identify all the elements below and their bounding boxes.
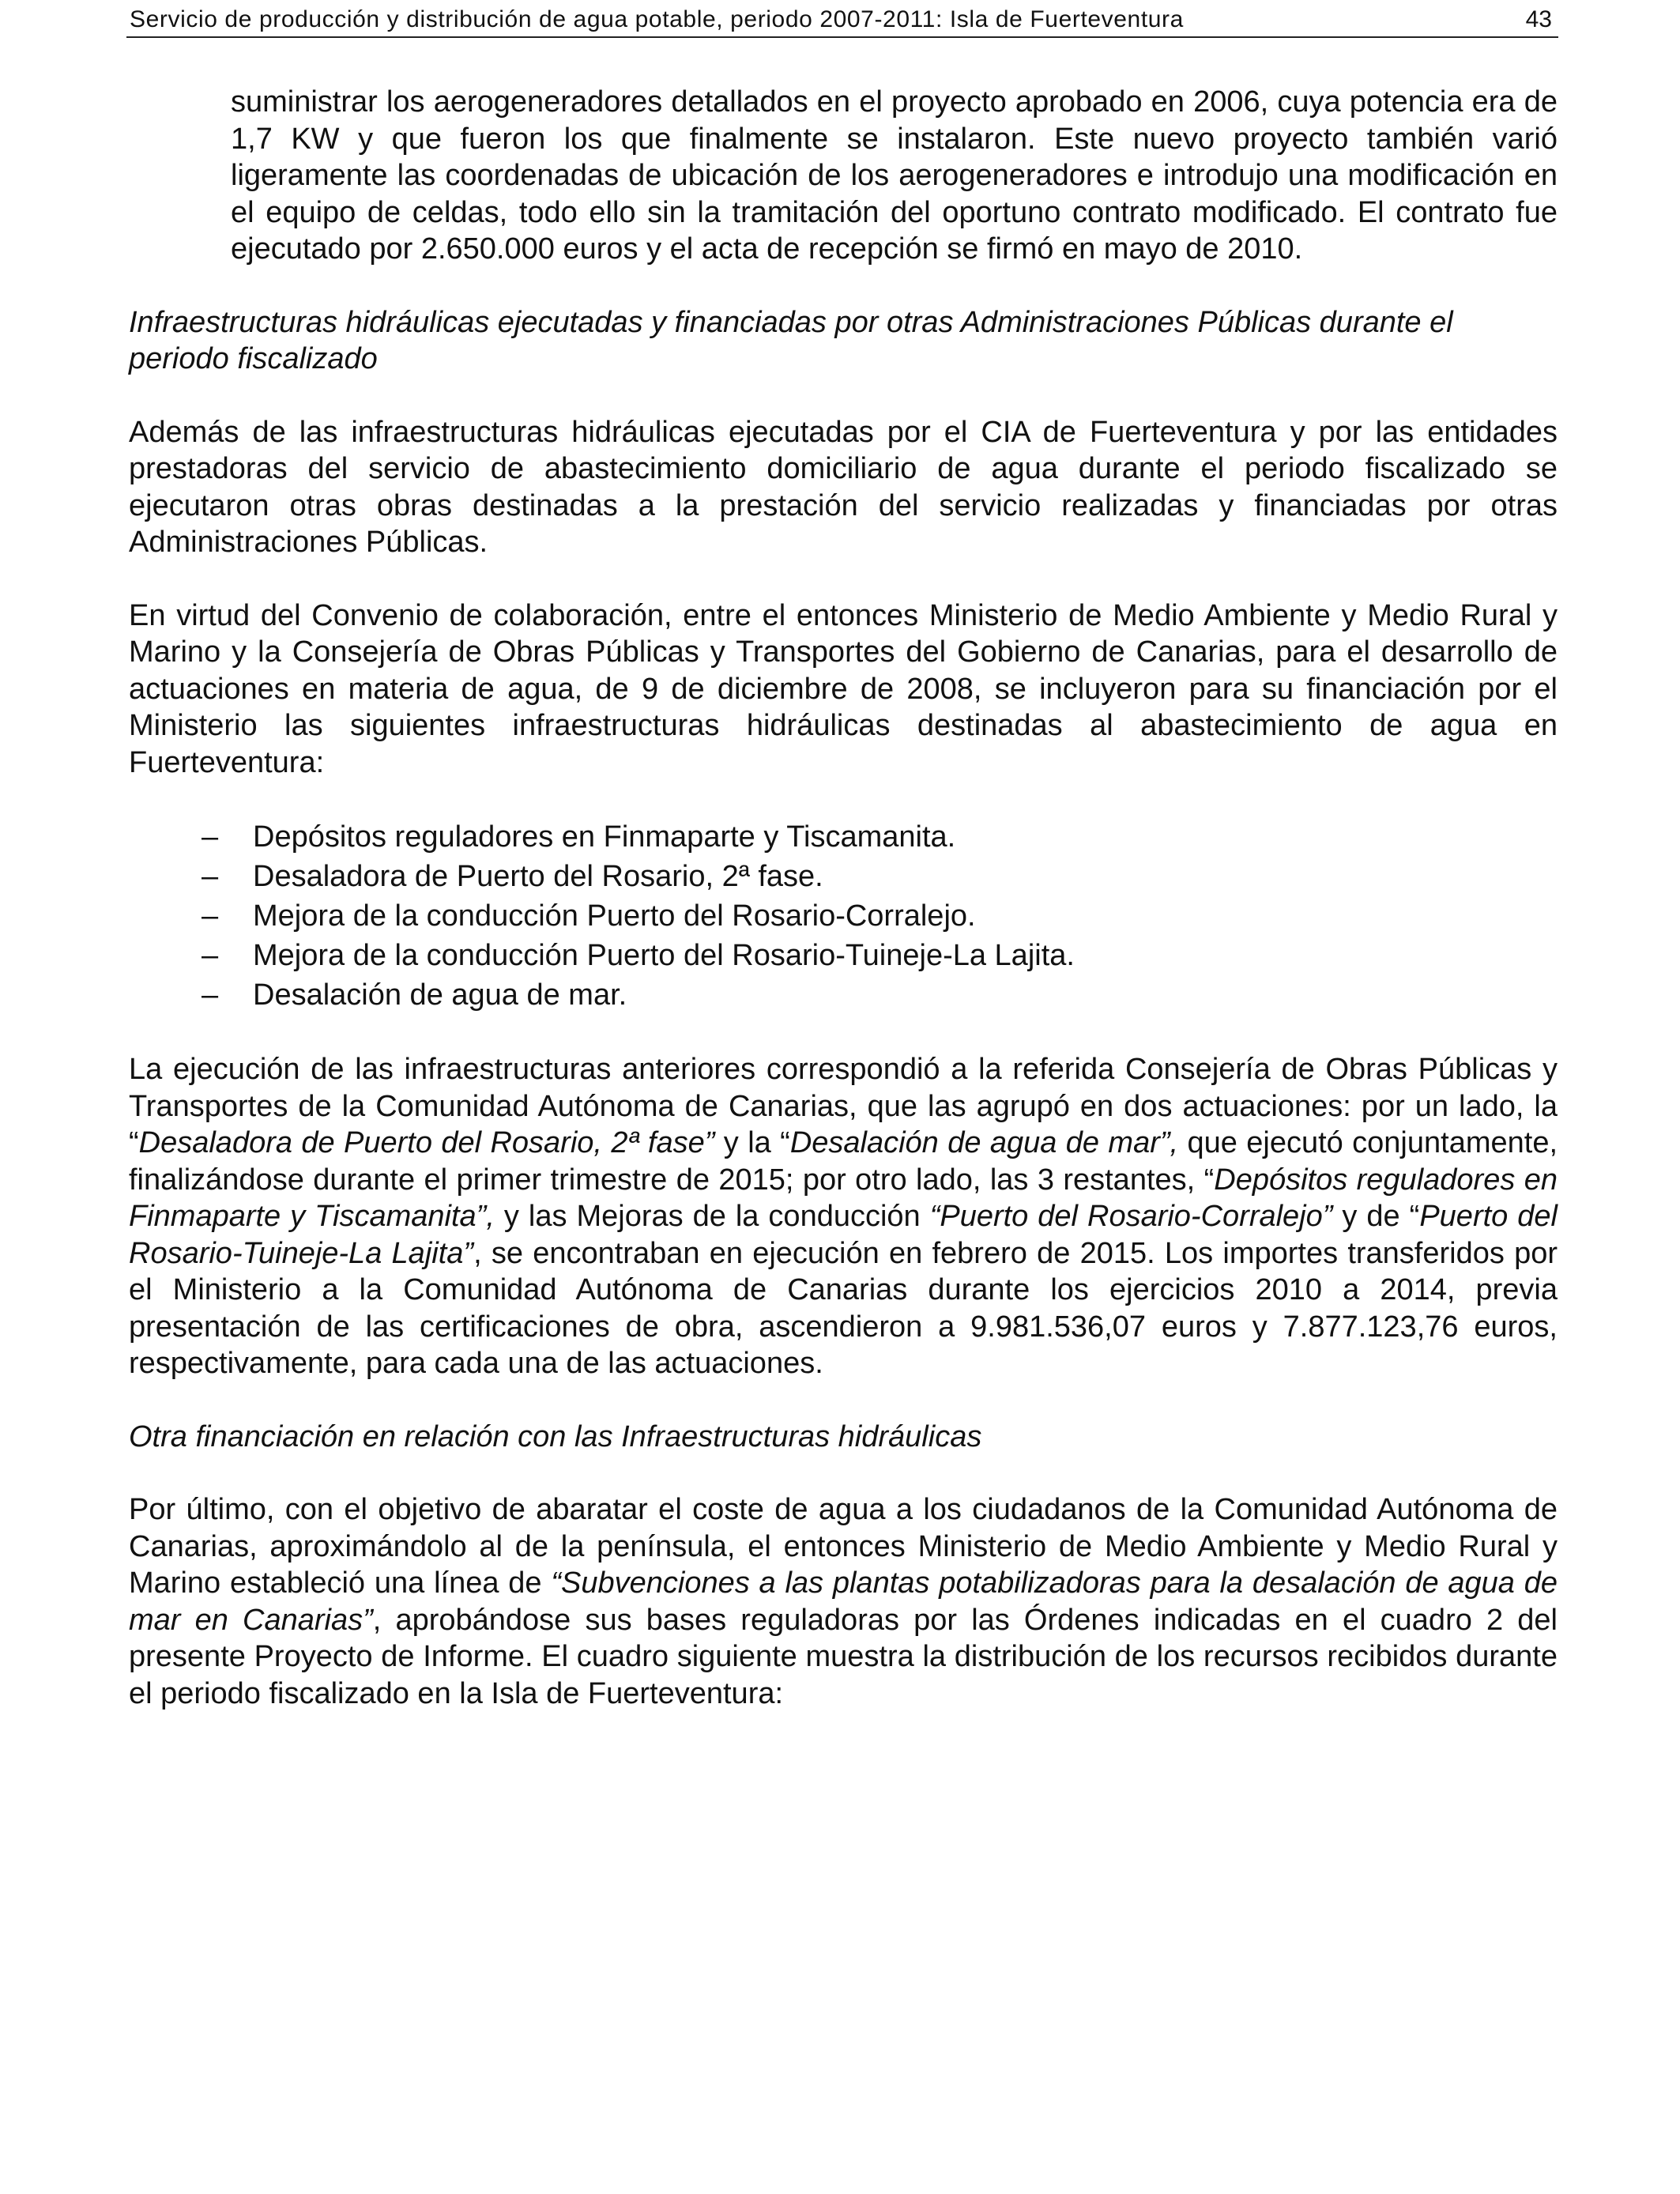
dash-bullet-icon: – [202, 899, 219, 933]
list-item: – Mejora de la conducción Puerto del Rosario-Tuineje-La Lajita. [129, 936, 1558, 975]
infrastructure-list [129, 817, 1558, 1015]
list-item: – Desalación de agua de mar. [129, 975, 1558, 1015]
dash-bullet-icon: – [202, 860, 219, 893]
list-item: – Depósitos reguladores en Finmaparte y Tiscamanita. [129, 817, 1558, 857]
paragraph-ejecucion: La ejecución de las infraestructuras anteriores correspondió a la referida Consejería de Obras Públicas y Transportes de la Comunidad Autónoma de Canarias, que las agrupó en dos actuaciones: por un lado, la “Desaladora de Puerto del Rosario, 2ª fase” y la “Desalación de agua de mar”, que ejecutó conjuntamente, finalizándose durante el primer trimestre de 2015; por otro lado, las 3 restantes, “Depósitos reguladores en Finmaparte y Tiscamanita”, y las Mejoras de la conducción “Puerto del Rosario-Corralejo” y de “Puerto del Rosario-Tuineje-La Lajita”, se encontraban en ejecución en febrero de 2015. Los importes transferidos por el Ministerio a la Comunidad Autónoma de Canarias durante los ejercicios 2010 a 2014, previa presentación de las certificaciones de obra, ascendieron a 9.981.536,07 euros y 7.877.123,76 euros, respectivamente, para cada una de las actuaciones. [129, 1053, 1558, 1380]
paragraph-convenio: En virtud del Convenio de colaboración, entre el entonces Ministerio de Medio Ambiente y Medio Rural y Marino y la Consejería de Obras Públicas y Transportes del Gobierno de Canarias, para el desarrollo de actuaciones en materia de agua, de 9 de diciembre de 2008, se incluyeron para su financiación por el Ministerio las siguientes infraestructuras hidráulicas destinadas al abastecimiento de agua en Fuerteventura: [129, 598, 1558, 779]
list-item: – Desaladora de Puerto del Rosario, 2ª fase. [129, 857, 1558, 896]
paragraph-ademas: Además de las infraestructuras hidráulicas ejecutadas por el CIA de Fuerteventura y por las entidades prestadoras del servicio de abastecimiento domiciliario de agua durante el periodo fiscalizado se ejecutaron otras obras destinadas a la prestación del servicio realizadas y financiadas por otras Administraciones Públicas. [129, 415, 1558, 559]
dash-bullet-icon: – [202, 978, 219, 1012]
dash-bullet-icon: – [202, 820, 219, 854]
page-header [126, 3, 1558, 38]
paragraph-continuation: suministrar los aerogeneradores detallados en el proyecto aprobado en 2006, cuya potencia era de 1,7 KW y que fueron los que finalmente se instalaron. Este nuevo proyecto también varió ligeramente las coordenadas de ubicación de los aerogeneradores e introdujo una modificación en el equipo de celdas, todo ello sin la tramitación del oportuno contrato modificado. El contrato fue ejecutado por 2.650.000 euros y el acta de recepción se firmó en mayo de 2010. [231, 85, 1558, 266]
list-item: – Mejora de la conducción Puerto del Rosario-Corralejo. [129, 896, 1558, 936]
dash-bullet-icon: – [202, 939, 219, 972]
section-heading-infraestructuras: Infraestructuras hidráulicas ejecutadas y financiadas por otras Administraciones Públicas durante el periodo fiscalizado [129, 305, 1453, 375]
paragraph-por-ultimo: Por último, con el objetivo de abaratar el coste de agua a los ciudadanos de la Comunidad Autónoma de Canarias, aproximándolo al de la península, el entonces Ministerio de Medio Ambiente y Medio Rural y Marino estableció una línea de “Subvenciones a las plantas potabilizadoras para la desalación de agua de mar en Canarias”, aprobándose sus bases reguladoras por las Órdenes indicadas en el cuadro 2 del presente Proyecto de Informe. El cuadro siguiente muestra la distribución de los recursos recibidos durante el periodo fiscalizado en la Isla de Fuerteventura: [129, 1493, 1558, 1710]
section-heading-otra-financiacion: Otra financiación en relación con las Infraestructuras hidráulicas [129, 1419, 982, 1453]
page-number: 43 [1525, 6, 1552, 32]
document-body [129, 84, 1558, 1712]
header-title: Servicio de producción y distribución de agua potable, periodo 2007-2011: Isla de Fuerteventura [130, 6, 1184, 32]
